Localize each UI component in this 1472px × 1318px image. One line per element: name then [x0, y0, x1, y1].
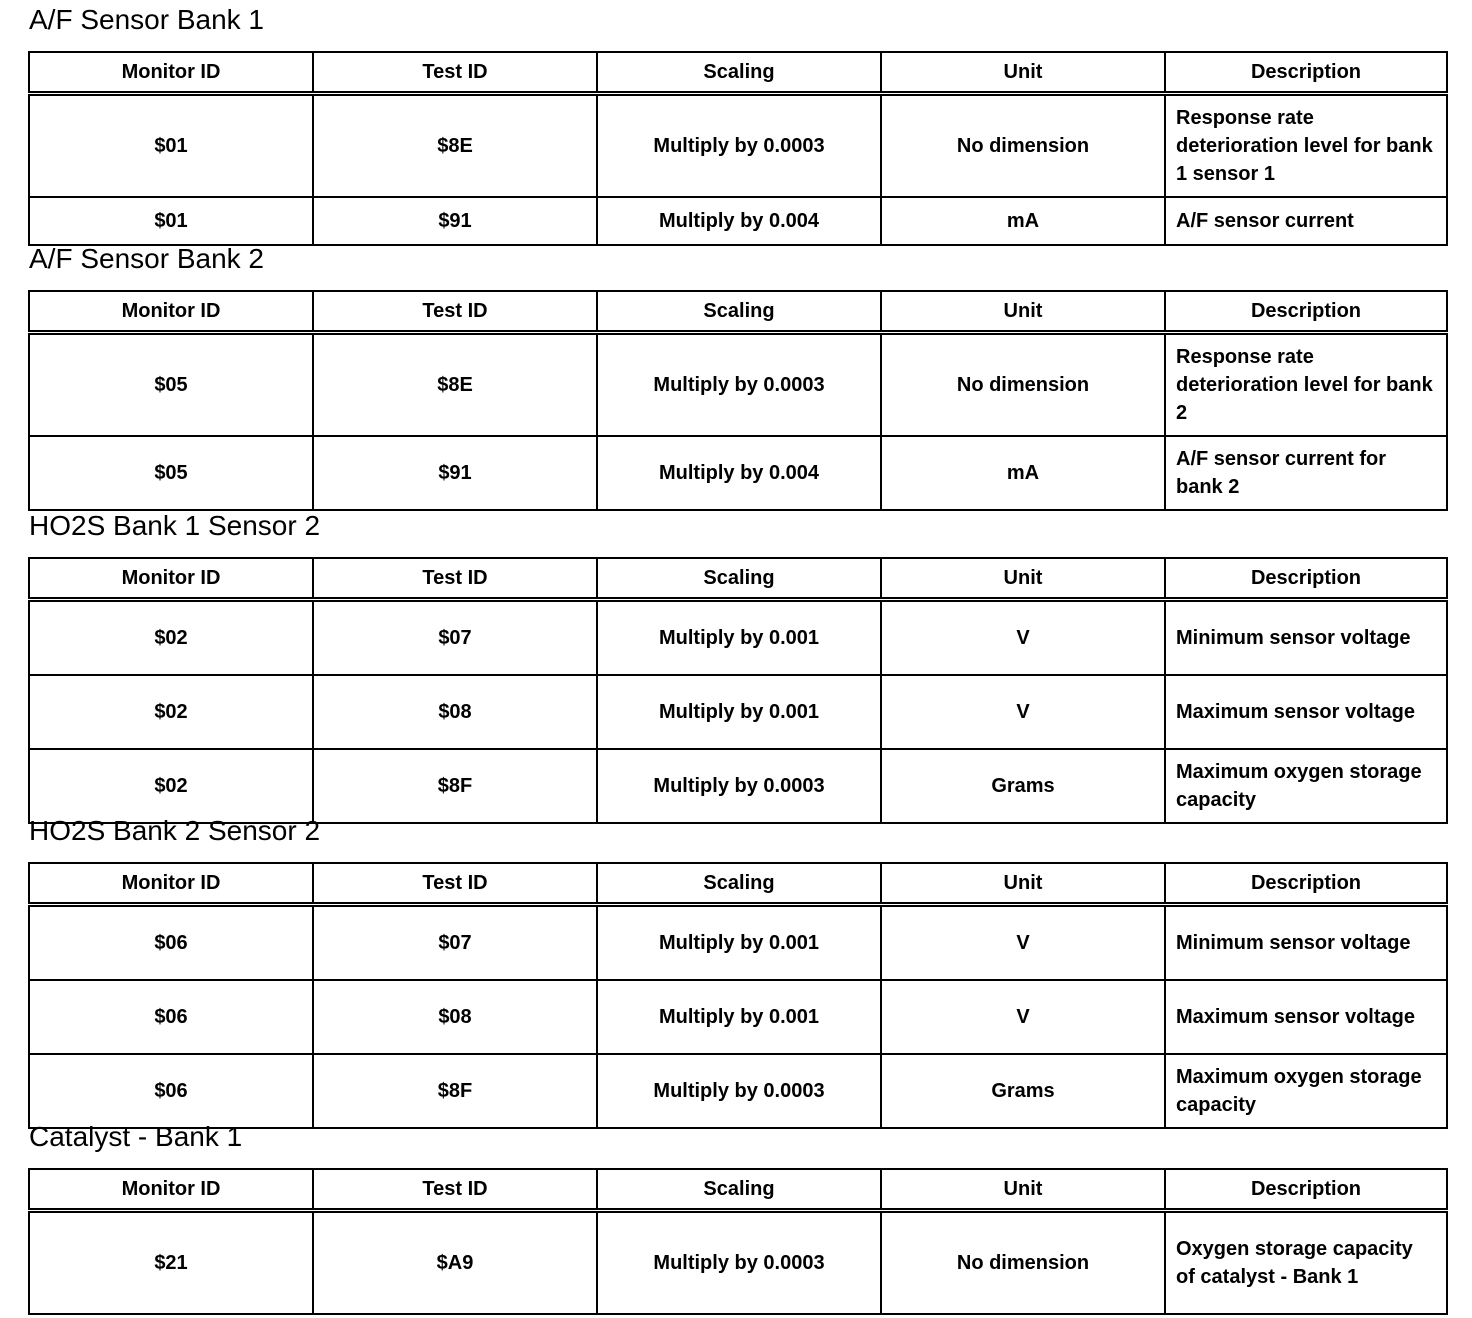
monitor-id-cell: $06 [29, 980, 313, 1054]
monitor-id-cell: $21 [29, 1211, 313, 1315]
scaling-cell: Multiply by 0.001 [597, 905, 881, 981]
test-id-cell: $8E [313, 333, 597, 437]
section-title: Catalyst - Bank 1 [29, 1121, 243, 1152]
description-cell: Minimum sensor voltage [1165, 600, 1447, 676]
test-id-cell: $07 [313, 905, 597, 981]
unit-cell: V [881, 600, 1165, 676]
test-id-cell: $8E [313, 94, 597, 198]
col-header-test-id: Test ID [313, 558, 597, 600]
scaling-cell: Multiply by 0.001 [597, 600, 881, 676]
scaling-cell: Multiply by 0.0003 [597, 1054, 881, 1128]
col-header-description: Description [1165, 52, 1447, 94]
monitor-id-cell: $02 [29, 600, 313, 676]
test-id-cell: $8F [313, 1054, 597, 1128]
col-header-description: Description [1165, 1169, 1447, 1211]
description-cell: Response rate deterioration level for bank 1 sensor 1 [1165, 94, 1447, 198]
header-row [29, 558, 1447, 600]
scaling-cell: Multiply by 0.0003 [597, 94, 881, 198]
header-row [29, 291, 1447, 333]
table-row [29, 1054, 1447, 1128]
scaling-cell: Multiply by 0.0003 [597, 1211, 881, 1315]
section-ho2s-bank-2-sensor-2 [28, 813, 1446, 1129]
col-header-unit: Unit [881, 291, 1165, 333]
section-title: A/F Sensor Bank 1 [29, 4, 265, 35]
table-row [29, 436, 1447, 510]
unit-cell: V [881, 905, 1165, 981]
monitor-id-cell: $05 [29, 436, 313, 510]
monitor-id-cell: $01 [29, 197, 313, 245]
table-row [29, 675, 1447, 749]
section-af-sensor-bank-2 [28, 241, 1446, 511]
description-cell: Response rate deterioration level for bank 2 [1165, 333, 1447, 437]
monitor-table [28, 557, 1448, 824]
monitor-id-cell: $02 [29, 675, 313, 749]
col-header-monitor-id: Monitor ID [29, 52, 313, 94]
description-cell: Maximum oxygen storage capacity [1165, 749, 1447, 823]
table-row [29, 749, 1447, 823]
scaling-cell: Multiply by 0.0003 [597, 749, 881, 823]
col-header-unit: Unit [881, 52, 1165, 94]
col-header-test-id: Test ID [313, 863, 597, 905]
monitor-table [28, 51, 1448, 246]
monitor-id-cell: $05 [29, 333, 313, 437]
unit-cell: V [881, 980, 1165, 1054]
scaling-cell: Multiply by 0.001 [597, 980, 881, 1054]
test-id-cell: $08 [313, 675, 597, 749]
col-header-test-id: Test ID [313, 291, 597, 333]
description-cell: Oxygen storage capacity of catalyst - Bank 1 [1165, 1211, 1447, 1315]
section-title: HO2S Bank 2 Sensor 2 [29, 815, 321, 846]
col-header-description: Description [1165, 863, 1447, 905]
unit-cell: Grams [881, 1054, 1165, 1128]
col-header-monitor-id: Monitor ID [29, 291, 313, 333]
test-id-cell: $A9 [313, 1211, 597, 1315]
col-header-monitor-id: Monitor ID [29, 863, 313, 905]
table-row [29, 980, 1447, 1054]
test-id-cell: $07 [313, 600, 597, 676]
header-row [29, 1169, 1447, 1211]
unit-cell: No dimension [881, 94, 1165, 198]
monitor-table [28, 1168, 1448, 1315]
unit-cell: Grams [881, 749, 1165, 823]
col-header-description: Description [1165, 291, 1447, 333]
col-header-test-id: Test ID [313, 52, 597, 94]
col-header-scaling: Scaling [597, 52, 881, 94]
unit-cell: V [881, 675, 1165, 749]
unit-cell: No dimension [881, 1211, 1165, 1315]
description-cell: Maximum oxygen storage capacity [1165, 1054, 1447, 1128]
section-af-sensor-bank-1 [28, 2, 1446, 246]
col-header-description: Description [1165, 558, 1447, 600]
monitor-table [28, 290, 1448, 511]
col-header-unit: Unit [881, 863, 1165, 905]
col-header-scaling: Scaling [597, 291, 881, 333]
header-row [29, 52, 1447, 94]
col-header-scaling: Scaling [597, 558, 881, 600]
test-id-cell: $8F [313, 749, 597, 823]
table-row [29, 197, 1447, 245]
col-header-unit: Unit [881, 1169, 1165, 1211]
col-header-monitor-id: Monitor ID [29, 558, 313, 600]
description-cell: Maximum sensor voltage [1165, 675, 1447, 749]
unit-cell: mA [881, 436, 1165, 510]
col-header-unit: Unit [881, 558, 1165, 600]
test-id-cell: $91 [313, 197, 597, 245]
test-id-cell: $91 [313, 436, 597, 510]
monitor-table [28, 862, 1448, 1129]
table-row [29, 94, 1447, 198]
section-title: A/F Sensor Bank 2 [29, 243, 265, 274]
table-row [29, 1211, 1447, 1315]
header-row [29, 863, 1447, 905]
col-header-scaling: Scaling [597, 863, 881, 905]
description-cell: A/F sensor current [1165, 197, 1447, 245]
description-cell: A/F sensor current for bank 2 [1165, 436, 1447, 510]
monitor-id-cell: $06 [29, 905, 313, 981]
description-cell: Maximum sensor voltage [1165, 980, 1447, 1054]
section-catalyst-bank-1 [28, 1119, 1446, 1315]
table-row [29, 905, 1447, 981]
table-row [29, 333, 1447, 437]
table-row [29, 600, 1447, 676]
section-title: HO2S Bank 1 Sensor 2 [29, 510, 321, 541]
monitor-id-cell: $01 [29, 94, 313, 198]
col-header-scaling: Scaling [597, 1169, 881, 1211]
monitor-id-cell: $02 [29, 749, 313, 823]
col-header-monitor-id: Monitor ID [29, 1169, 313, 1211]
scaling-cell: Multiply by 0.004 [597, 197, 881, 245]
unit-cell: No dimension [881, 333, 1165, 437]
scaling-cell: Multiply by 0.001 [597, 675, 881, 749]
scaling-cell: Multiply by 0.004 [597, 436, 881, 510]
col-header-test-id: Test ID [313, 1169, 597, 1211]
section-ho2s-bank-1-sensor-2 [28, 508, 1446, 824]
scaling-cell: Multiply by 0.0003 [597, 333, 881, 437]
monitor-id-cell: $06 [29, 1054, 313, 1128]
unit-cell: mA [881, 197, 1165, 245]
description-cell: Minimum sensor voltage [1165, 905, 1447, 981]
test-id-cell: $08 [313, 980, 597, 1054]
